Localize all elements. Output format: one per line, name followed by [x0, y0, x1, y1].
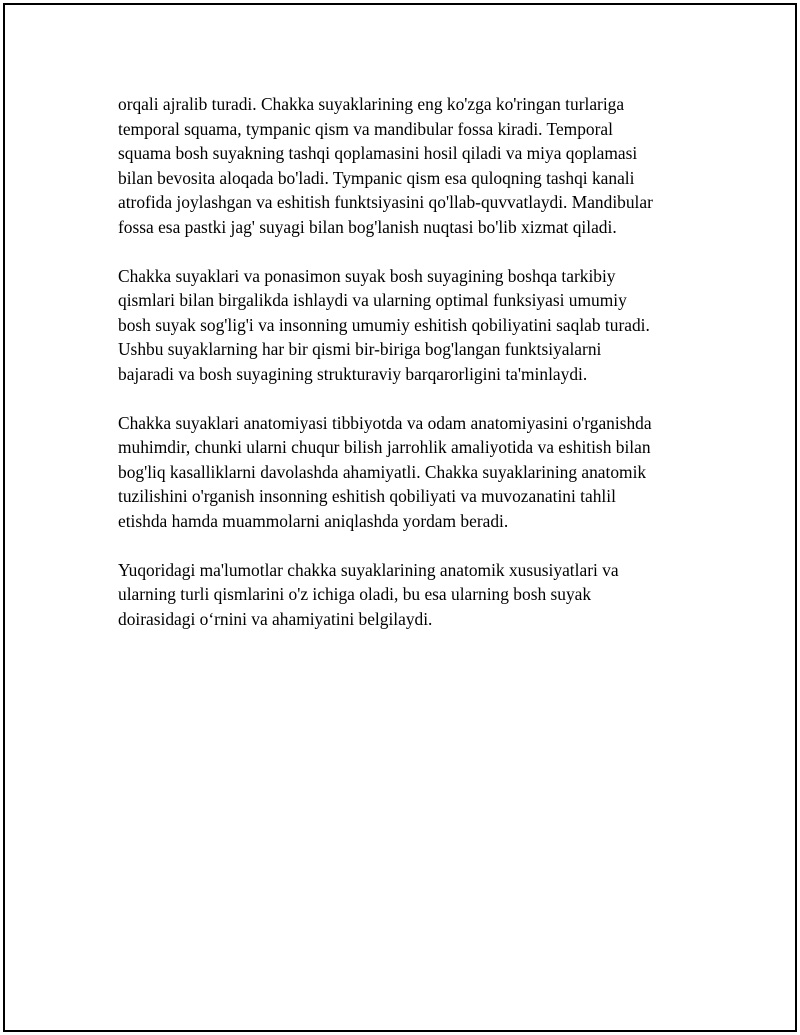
text-line: etishda hamda muammolarni aniqlashda yordam beradi. — [118, 510, 509, 531]
text-line: muhimdir, chunki ularni chuqur bilish jarrohlik amaliyotida va eshitish bilan — [118, 437, 651, 457]
text-line: bosh suyak sog'lig'i va insonning umumiy eshitish qobiliyatini saqlab turadi. — [118, 314, 650, 335]
text-line: Ushbu suyaklarning har bir qismi bir-biriga bog'langan funktsiyalarni — [118, 339, 602, 359]
text-line: atrofida joylashgan va eshitish funktsiyasini qo'llab-quvvatlaydi. Mandibular — [118, 192, 653, 212]
paragraph-4 — [118, 558, 688, 632]
text-line: orqali ajralib turadi. Chakka suyaklarining eng ko'zga ko'ringan turlariga — [118, 94, 625, 114]
text-line: tuzilishini o'rganish insonning eshitish qobiliyati va muvozanatini tahlil — [118, 486, 616, 506]
text-line: Chakka suyaklari anatomiyasi tibbiyotda va odam anatomiyasini o'rganishda — [118, 412, 652, 433]
text-line: temporal squama, tympanic qism va mandibular fossa kiradi. Temporal — [118, 118, 613, 139]
paragraph-3 — [118, 411, 688, 534]
text-line: qismlari bilan birgalikda ishlaydi va ularning optimal funksiyasi umumiy — [118, 290, 627, 310]
text-line: ularning turli qismlarini o'z ichiga oladi, bu esa ularning bosh suyak — [118, 584, 592, 604]
paragraph-1 — [118, 92, 688, 239]
text-line: doirasidagi o‘rnini va ahamiyatini belgilaydi. — [118, 608, 433, 629]
text-line: bajaradi va bosh suyagining strukturaviy barqarorligini ta'minlaydi. — [118, 363, 588, 384]
document-body — [118, 92, 688, 656]
text-line: Yuqoridagi ma'lumotlar chakka suyaklarining anatomik xususiyatlari va — [118, 559, 619, 580]
text-line: fossa esa pastki jag' suyagi bilan bog'lanish nuqtasi bo'lib xizmat qiladi. — [118, 216, 617, 237]
text-line: bog'liq kasalliklarni davolashda ahamiyatli. Chakka suyaklarining anatomik — [118, 461, 647, 482]
text-line: bilan bevosita aloqada bo'ladi. Tympanic qism esa quloqning tashqi kanali — [118, 167, 635, 188]
text-line: squama bosh suyakning tashqi qoplamasini hosil qiladi va miya qoplamasi — [118, 143, 638, 163]
paragraph-2 — [118, 264, 688, 387]
text-line: Chakka suyaklari va ponasimon suyak bosh suyagining boshqa tarkibiy — [118, 265, 616, 286]
